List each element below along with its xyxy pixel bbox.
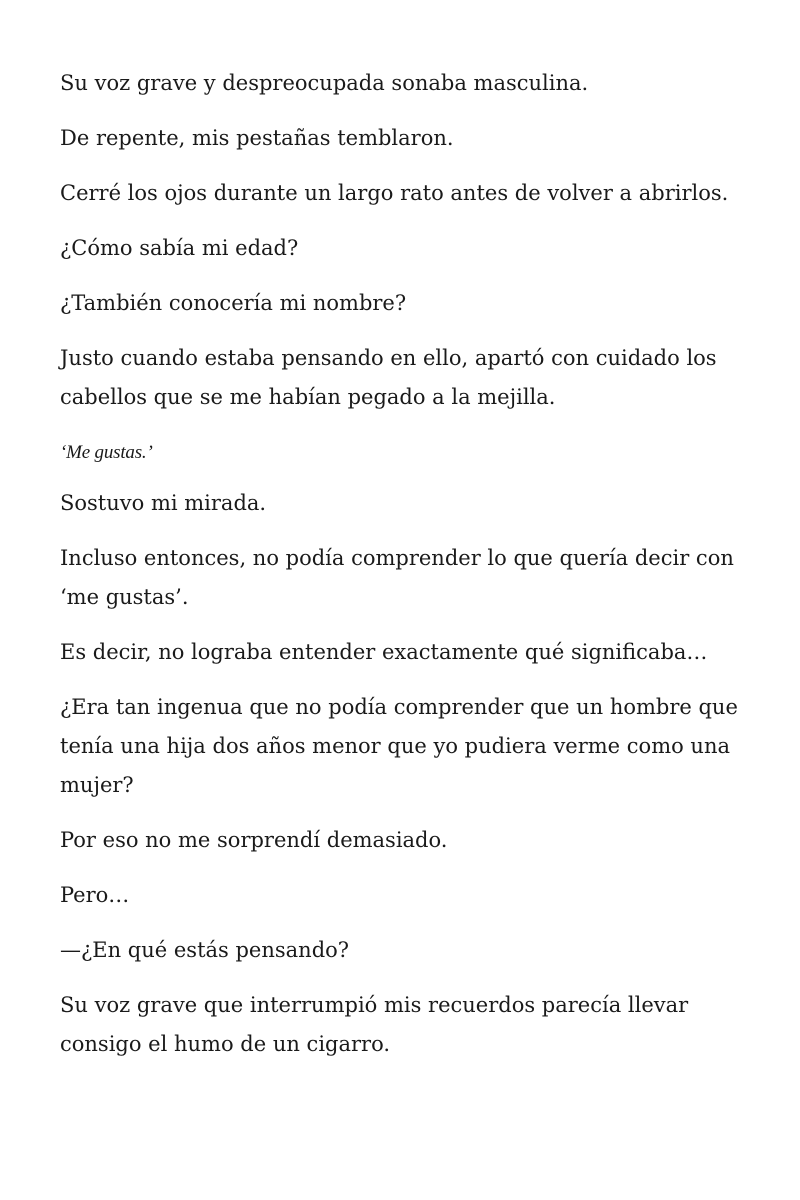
paragraph-15: Su voz grave que interrumpió mis recuerdos parecía llevar consigo el humo de un cigarro. [60,993,689,1056]
paragraph-1: Su voz grave y despreocupada sonaba masculina. [60,71,589,95]
paragraph-2: De repente, mis pestañas temblaron. [60,126,454,150]
paragraph-4: ¿Cómo sabía mi edad? [60,236,299,260]
paragraph-5: ¿También conocería mi nombre? [60,291,407,315]
paragraph-6: Justo cuando estaba pensando en ello, apartó con cuidado los cabellos que se me habían pegado a la mejilla. [60,346,717,409]
paragraph-3: Cerré los ojos durante un largo rato antes de volver a abrirlos. [60,181,729,205]
reading-page [60,64,750,1080]
paragraph-8: Sostuvo mi mirada. [60,491,267,515]
paragraph-11: ¿Era tan ingenua que no podía comprender que un hombre que tenía una hija dos años menor que yo pudiera verme como una mujer? [60,695,738,797]
italic-quote: ‘Me gustas.’ [60,442,153,463]
paragraph-9: Incluso entonces, no podía comprender lo que quería decir con ‘me gustas’. [60,546,734,609]
paragraph-10: Es decir, no lograba entender exactamente qué significaba… [60,640,708,664]
paragraph-14: —¿En qué estás pensando? [60,938,350,962]
paragraph-13: Pero… [60,883,130,907]
paragraph-12: Por eso no me sorprendí demasiado. [60,828,448,852]
